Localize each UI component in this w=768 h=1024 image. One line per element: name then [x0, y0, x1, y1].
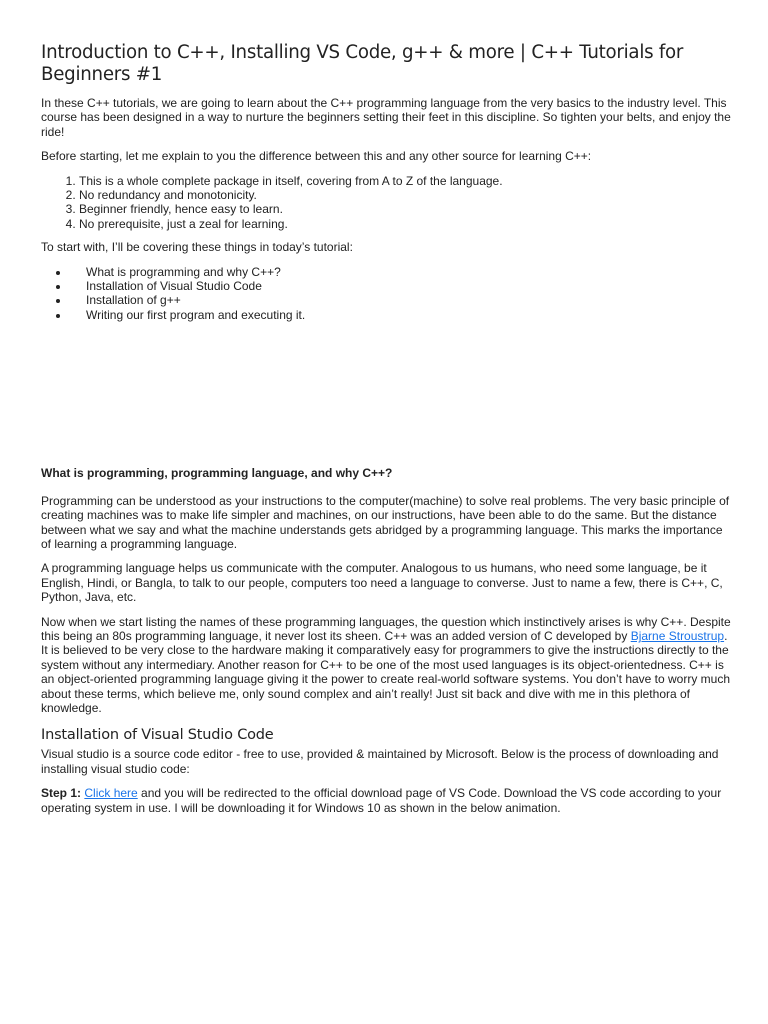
step1-label: Step 1:	[41, 786, 82, 801]
why-cpp-paragraph	[41, 615, 731, 716]
differences-list	[41, 174, 731, 232]
click-here-link[interactable]: Click here	[84, 786, 138, 801]
step1-paragraph	[41, 786, 731, 815]
list-item: 1. This is a whole complete package in itself, covering from A to Z of the language.	[79, 174, 731, 188]
before-starting-paragraph: Before starting, let me explain to you the difference between this and any other source for learning C++:	[41, 149, 592, 164]
intro-paragraph: In these C++ tutorials, we are going to learn about the C++ programming language from the very basics to the industry level. This course has been designed in a way to nurture the beginners setting their feet in this discipline. So tighten your belts, and enjoy the ride!	[41, 96, 731, 139]
list-item: Installation of Visual Studio Code	[86, 279, 731, 293]
page-title: Introduction to C++, Installing VS Code, g++ & more | C++ Tutorials for Beginners #1	[41, 42, 684, 85]
list-item: 3. Beginner friendly, hence easy to learn.	[79, 202, 731, 216]
bjarne-stroustrup-link[interactable]: Bjarne Stroustrup	[630, 628, 725, 643]
topics-list	[41, 265, 731, 323]
vscode-paragraph: Visual studio is a source code editor - free to use, provided & maintained by Microsoft. Below is the process of downloading and installing visual studio code:	[41, 747, 719, 776]
why-cpp-text-start: Now when we start listing the names of these programming languages, the question which instinctively arises is why C++. Despite this being an 80s programming language, it never lost its sheen. C++ was an added version of C developed by	[41, 614, 731, 643]
language-paragraph: A programming language helps us communicate with the computer. Analogous to us humans, who need some language, be it English, Hindi, or Bangla, to talk to our people, computers too need a language to converse. Just to name a few, there is C++, C, Python, Java, etc.	[41, 561, 723, 605]
section-heading-programming: What is programming, programming language, and why C++?	[41, 466, 393, 481]
list-item: 4. No prerequisite, just a zeal for learning.	[79, 217, 731, 231]
list-item: Writing our first program and executing it.	[86, 308, 731, 322]
list-item: Installation of g++	[86, 293, 731, 307]
list-item: 2. No redundancy and monotonicity.	[79, 188, 731, 202]
programming-paragraph: Programming can be understood as your instructions to the computer(machine) to solve real problems. The very basic principle of creating machines was to make life simpler and machines, on our instructions, have been able to do the same. But the distance between what we say and what the machine understands gets abridged by a programming language. This marks the importance of learning a programming language.	[41, 493, 730, 551]
section-heading-vscode: Installation of Visual Studio Code	[41, 727, 274, 744]
start-with-paragraph: To start with, I’ll be covering these things in today’s tutorial:	[41, 240, 353, 255]
list-item: What is programming and why C++?	[86, 265, 731, 279]
blank-space	[41, 322, 731, 466]
why-cpp-text-end: . It is believed to be very close to the hardware making it comparatively easy for programmers to give the instructions directly to the system without any intermediary. Another reason for C++ to be one of the most used languages is its object-orientedness. C++ is an object-oriented programming language giving it the power to create real-world software systems. You don’t have to worry much about these terms, which believe me, only sound complex and ain’t really! Just sit back and dive with me in this plethora of knowledge.	[41, 628, 731, 715]
article-content	[41, 42, 731, 825]
step1-text: and you will be redirected to the official download page of VS Code. Download the VS code according to your operating system in use. I will be downloading it for Windows 10 as shown in the below animation.	[41, 786, 722, 815]
